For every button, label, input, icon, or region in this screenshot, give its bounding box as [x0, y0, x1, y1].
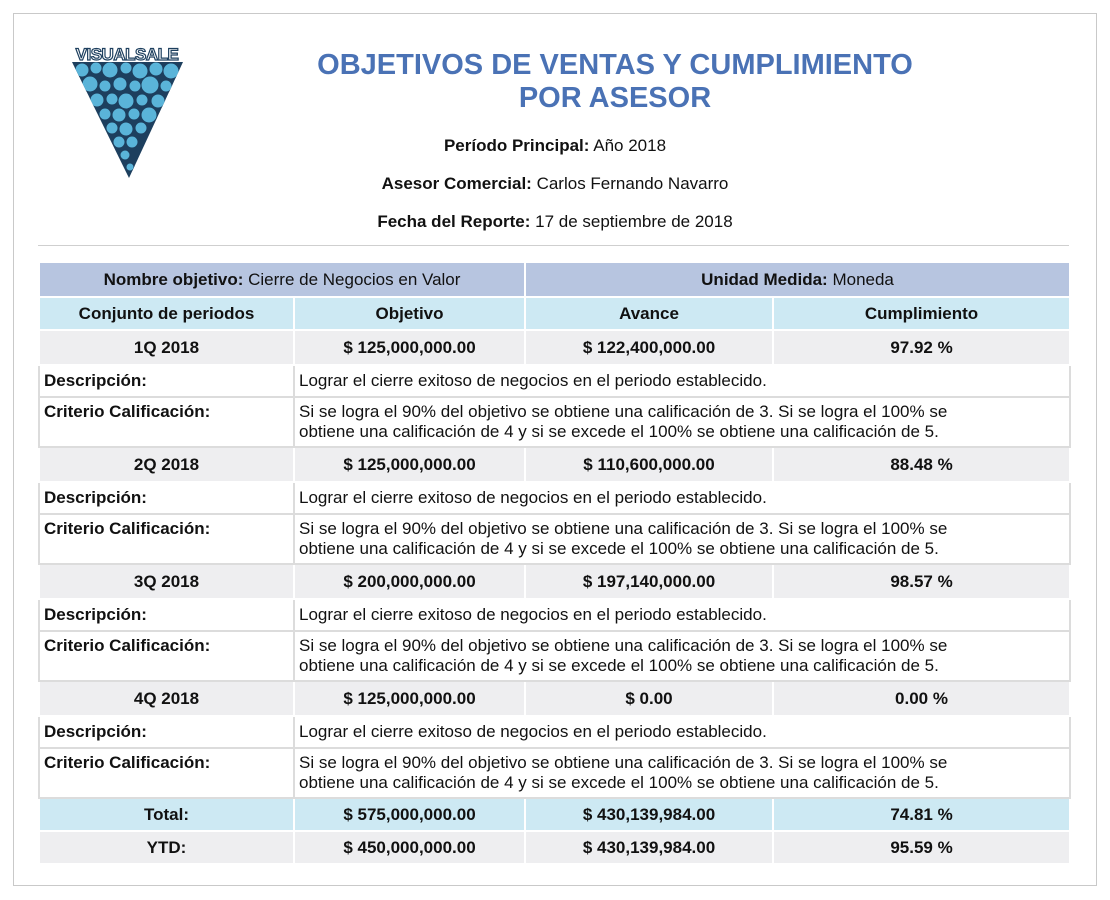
column-header: Conjunto de periodos — [39, 297, 294, 330]
unit-cell — [525, 262, 1070, 297]
advisor-label: Asesor Comercial: — [381, 174, 532, 193]
criteria-label: Criterio Calificación: — [39, 631, 294, 681]
ytd-row — [39, 831, 1070, 864]
logo-text: VISUALSALE — [75, 45, 179, 64]
criteria-row — [39, 748, 1070, 798]
description-label: Descripción: — [39, 716, 294, 748]
period-row — [39, 330, 1070, 365]
description-text: Lograr el cierre exitoso de negocios en el periodo establecido. — [294, 482, 1070, 514]
period-line — [0, 136, 1110, 156]
advisor-value: Carlos Fernando Navarro — [536, 174, 729, 193]
date-label: Fecha del Reporte: — [377, 212, 531, 231]
period-name: 1Q 2018 — [39, 330, 294, 365]
total-objective: $ 575,000,000.00 — [294, 798, 525, 831]
description-row — [39, 365, 1070, 397]
divider — [38, 245, 1069, 246]
criteria-line: obtiene una calificación de 4 y si se excede el 100% se obtiene una calificación de 5. — [299, 422, 939, 441]
description-text: Lograr el cierre exitoso de negocios en el periodo establecido. — [294, 599, 1070, 631]
period-objective: $ 125,000,000.00 — [294, 330, 525, 365]
criteria-row — [39, 631, 1070, 681]
column-header: Avance — [525, 297, 773, 330]
date-value: 17 de septiembre de 2018 — [535, 212, 733, 231]
unit-label: Unidad Medida: — [701, 269, 828, 289]
total-label: Total: — [39, 798, 294, 831]
advisor-line — [0, 174, 1110, 194]
total-compliance: 74.81 % — [773, 798, 1070, 831]
ytd-label: YTD: — [39, 831, 294, 864]
objective-value: Cierre de Negocios en Valor — [248, 269, 461, 289]
period-name: 3Q 2018 — [39, 564, 294, 599]
criteria-line: Si se logra el 90% del objetivo se obtiene una calificación de 3. Si se logra el 100% se — [299, 753, 948, 772]
objective-name-cell — [39, 262, 525, 297]
period-name: 2Q 2018 — [39, 447, 294, 482]
criteria-text — [294, 748, 1070, 798]
ytd-progress: $ 430,139,984.00 — [525, 831, 773, 864]
period-name: 4Q 2018 — [39, 681, 294, 716]
column-header: Cumplimiento — [773, 297, 1070, 330]
column-header: Objetivo — [294, 297, 525, 330]
criteria-line: Si se logra el 90% del objetivo se obtiene una calificación de 3. Si se logra el 100% se — [299, 402, 948, 421]
description-text: Lograr el cierre exitoso de negocios en el periodo establecido. — [294, 716, 1070, 748]
objectives-table — [38, 261, 1071, 865]
criteria-line: obtiene una calificación de 4 y si se excede el 100% se obtiene una calificación de 5. — [299, 773, 939, 792]
total-row — [39, 798, 1070, 831]
period-value: Año 2018 — [593, 136, 667, 155]
description-label: Descripción: — [39, 365, 294, 397]
objective-header-row — [39, 262, 1070, 297]
report-title-line2: POR ASESOR — [518, 82, 712, 114]
period-objective: $ 200,000,000.00 — [294, 564, 525, 599]
unit-value: Moneda — [832, 269, 894, 289]
description-row — [39, 482, 1070, 514]
period-row — [39, 447, 1070, 482]
ytd-objective: $ 450,000,000.00 — [294, 831, 525, 864]
period-objective: $ 125,000,000.00 — [294, 681, 525, 716]
description-label: Descripción: — [39, 599, 294, 631]
criteria-line: obtiene una calificación de 4 y si se excede el 100% se obtiene una calificación de 5. — [299, 539, 939, 558]
period-compliance: 88.48 % — [773, 447, 1070, 482]
period-progress: $ 122,400,000.00 — [525, 330, 773, 365]
period-label: Período Principal: — [443, 136, 590, 155]
description-label: Descripción: — [39, 482, 294, 514]
period-progress: $ 110,600,000.00 — [525, 447, 773, 482]
criteria-label: Criterio Calificación: — [39, 514, 294, 564]
column-header-row — [39, 297, 1070, 330]
description-row — [39, 599, 1070, 631]
visualsale-logo — [70, 40, 185, 180]
period-row — [39, 681, 1070, 716]
criteria-text — [294, 631, 1070, 681]
criteria-label: Criterio Calificación: — [39, 748, 294, 798]
criteria-line: Si se logra el 90% del objetivo se obtiene una calificación de 3. Si se logra el 100% se — [299, 519, 948, 538]
period-objective: $ 125,000,000.00 — [294, 447, 525, 482]
report-title-line1: OBJETIVOS DE VENTAS Y CUMPLIMIENTO — [317, 49, 913, 81]
criteria-row — [39, 397, 1070, 447]
criteria-text — [294, 397, 1070, 447]
description-row — [39, 716, 1070, 748]
criteria-line: Si se logra el 90% del objetivo se obtiene una calificación de 3. Si se logra el 100% se — [299, 636, 948, 655]
ytd-compliance: 95.59 % — [773, 831, 1070, 864]
criteria-row — [39, 514, 1070, 564]
date-line — [0, 212, 1110, 232]
total-progress: $ 430,139,984.00 — [525, 798, 773, 831]
period-compliance: 97.92 % — [773, 330, 1070, 365]
period-progress: $ 197,140,000.00 — [525, 564, 773, 599]
description-text: Lograr el cierre exitoso de negocios en el periodo establecido. — [294, 365, 1070, 397]
period-progress: $ 0.00 — [525, 681, 773, 716]
criteria-label: Criterio Calificación: — [39, 397, 294, 447]
criteria-text — [294, 514, 1070, 564]
period-row — [39, 564, 1070, 599]
period-compliance: 98.57 % — [773, 564, 1070, 599]
period-compliance: 0.00 % — [773, 681, 1070, 716]
criteria-line: obtiene una calificación de 4 y si se excede el 100% se obtiene una calificación de 5. — [299, 656, 939, 675]
objective-label: Nombre objetivo: — [103, 269, 244, 289]
